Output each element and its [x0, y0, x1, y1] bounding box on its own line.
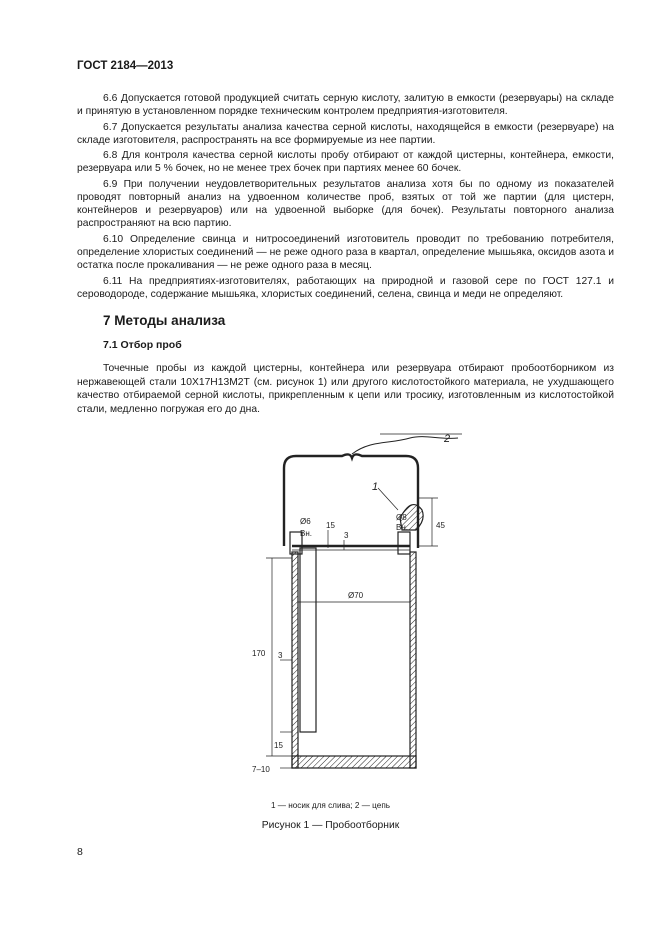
inner-tube — [300, 548, 316, 732]
paragraph-6-7: 6.7 Допускается результаты анализа качества серной кислоты, находящейся в емкости (резервуаре) на складе изготовителя, распространять на все формируемые из нее партии. — [77, 121, 614, 146]
paragraph-6-8: 6.8 Для контроля качества серной кислоты пробу отбирают от каждой цистерны, контейнера, емкости, резервуара или 5 % бочек, но не менее трех бочек при партиях менее 60 бочек. — [77, 150, 614, 175]
document-header: ГОСТ 2184—2013 — [77, 60, 174, 72]
section-title: 7 Методы анализа — [103, 313, 226, 328]
paragraph-7-1: Точечные пробы из каждой цистерны, контейнера или резервуара отбирают пробоотборником из нержавеющей стали 10Х17Н13М2Т (см. рисунок 1) или другого кислотостойкого материала, не ухудшающего качество отбираемой серной кислоты, прикрепленным к цепи или тросику, изготовленным из кислотостойкой стали, медленно погружая его до дна. — [77, 363, 614, 415]
dim-d6: Ø6 — [300, 517, 311, 526]
right-collar — [398, 532, 410, 554]
dim-d70: Ø70 — [348, 591, 364, 600]
dim-45: 45 — [436, 521, 445, 530]
dim-vn-right: Вн. — [396, 523, 408, 532]
dim-3-top: 3 — [344, 531, 349, 540]
body-text — [77, 92, 614, 303]
page-number: 8 — [77, 846, 83, 858]
paragraph-6-6: 6.6 Допускается готовой продукцией считать серную кислоту, залитую в емкости (резервуары) на складе и принятую в установленном порядке техническим контролем предприятия-изготовителя. — [77, 93, 614, 118]
sampler-figure — [230, 420, 480, 805]
dim-vn-left: Вн. — [300, 529, 312, 538]
bottom-plate — [292, 756, 416, 768]
callout-1: 1 — [372, 481, 379, 493]
right-wall — [410, 552, 416, 768]
paragraph-6-10: 6.10 Определение свинца и нитросоединений изготовитель проводит по требованию потребителя, определение хлористых соединений — не реже одного раза в квартал, определение мышьяка, оксидов азота и остатка после прокаливания — не реже одного раза в месяц. — [77, 233, 614, 272]
subsection-title: 7.1 Отбор проб — [103, 339, 182, 351]
dim-170: 170 — [252, 649, 266, 658]
sampler-drawing — [230, 420, 480, 800]
figure-caption: Рисунок 1 — Пробоотборник — [261, 820, 400, 831]
paragraph-6-11: 6.11 На предприятиях-изготовителях, работающих на природной и газовой сере по ГОСТ 127.1 и сероводороде, содержание мышьяка, хлористых соединений, селена, свинца и меди не определяют. — [77, 275, 614, 300]
dim-15-top: 15 — [326, 521, 335, 530]
left-wall — [292, 552, 298, 768]
dim-15-bottom: 15 — [274, 741, 283, 750]
callout-2: 2 — [444, 433, 451, 445]
dim-7-10: 7–10 — [252, 765, 270, 774]
dim-d8: Ø8 — [396, 513, 407, 522]
figure-legend: 1 — носик для слива; 2 — цепь — [270, 801, 391, 810]
paragraph-6-9: 6.9 При получении неудовлетворительных результатов анализа хотя бы по одному из показателей проводят повторный анализ на удвоенном количестве проб, взятых от той же партии (для цистерн, контейнеров и резервуаров) или на удвоенной выборке (для бочек). Результаты повторного анализа распространяют на всю партию. — [77, 179, 614, 230]
dim-3-side: 3 — [278, 651, 283, 660]
chain-line — [352, 437, 458, 454]
